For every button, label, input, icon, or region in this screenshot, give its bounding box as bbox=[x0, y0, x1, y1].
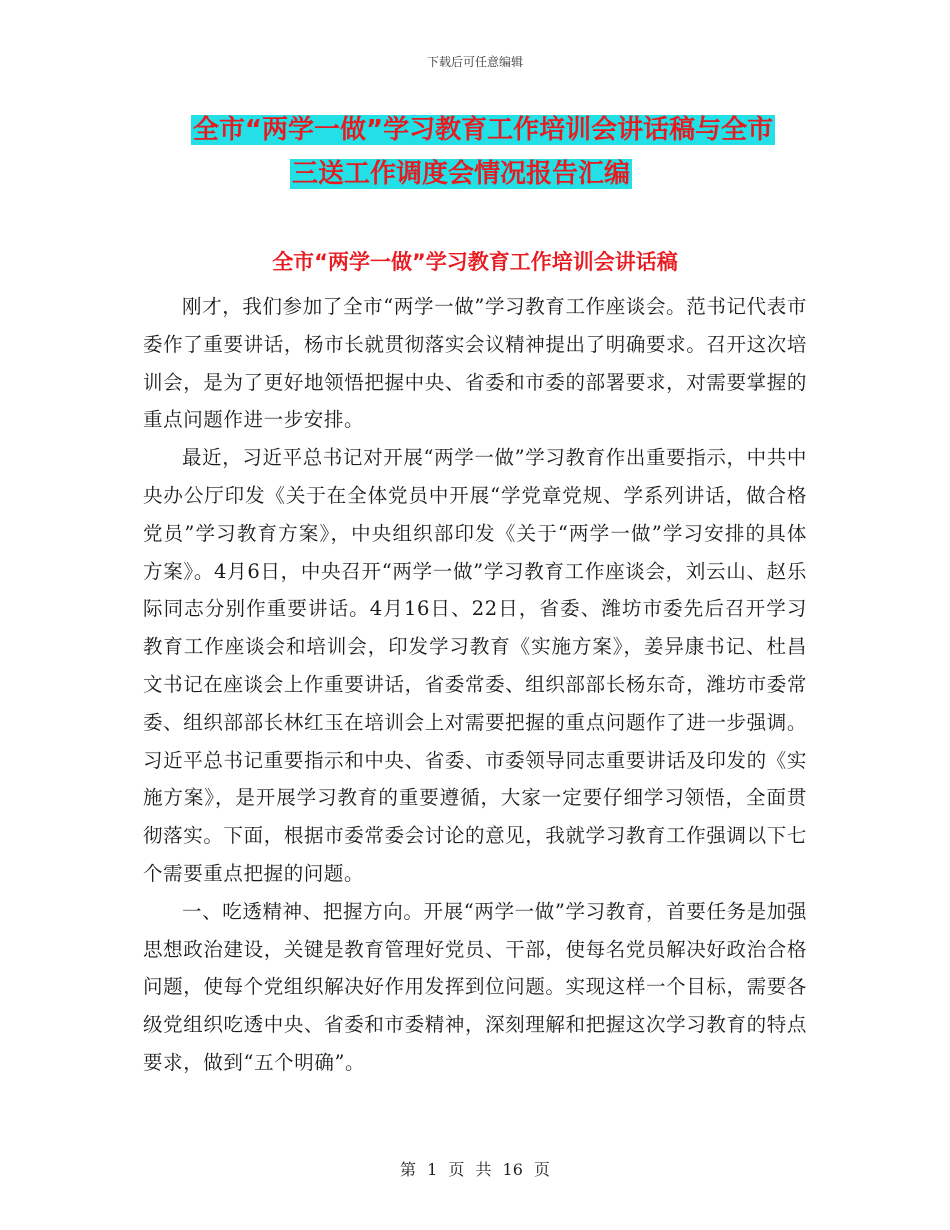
title-highlight-1: 全市“两学一做”学习教育工作培训会讲话稿与全市 bbox=[192, 115, 774, 145]
section-title: 全市“两学一做”学习教育工作培训会讲话稿 bbox=[272, 250, 678, 274]
page-footer: 第 1 页 共 16 页 bbox=[400, 1160, 550, 1179]
header-note: 下载后可任意编辑 bbox=[426, 55, 523, 69]
paragraph-2: 最近，习近平总书记对开展“两学一做”学习教育作出重要指示，中共中央办公厅印发《关于在全体党员中开展“学党章党规、学系列讲话，做合格党员”学习教育方案》，中央组织部印发《关于“两学一做”学习安排的具体方案》。4月6日，中央召开“两学一做”学习教育工作座谈会，刘云山、赵乐际同志分别作重要讲话。4月16日、22日，省委、潍坊市委先后召开学习教育工作座谈会和培训会，印发学习教育《实施方案》，姜异康书记、杜昌文书记在座谈会上作重要讲话，省委常委、组织部部长杨东奇，潍坊市委常委、组织部部长林红玉在培训会上对需要把握的重点问题作了进一步强调。习近平总书记重要指示和中央、省委、市委领导同志重要讲话及印发的《实施方案》，是开展学习教育的重要遵循，大家一定要仔细学习领悟，全面贯彻落实。下面，根据市委常委会讨论的意见，我就学习教育工作强调以下七个需要重点把握的问题。 bbox=[143, 446, 807, 885]
document-title-line-1 bbox=[8, 110, 950, 150]
document-title-line-2 bbox=[0, 154, 936, 194]
document-body bbox=[143, 288, 807, 1082]
title-highlight-2: 三送工作调度会情况报告汇编 bbox=[291, 159, 630, 189]
paragraph-3: 一、吃透精神、把握方向。开展“两学一做”学习教育，首要任务是加强思想政治建设，关键是教育管理好党员、干部，使每名党员解决好政治合格问题，使每个党组织解决好作用发挥到位问题。实现这样一个目标，需要各级党组织吃透中央、省委和市委精神，深刻理解和把握这次学习教育的特点要求，做到“五个明确”。 bbox=[143, 899, 807, 1074]
paragraph-1: 刚才，我们参加了全市“两学一做”学习教育工作座谈会。范书记代表市委作了重要讲话，杨市长就贯彻落实会议精神提出了明确要求。召开这次培训会，是为了更好地领悟把握中央、省委和市委的部署要求，对需要掌握的重点问题作进一步安排。 bbox=[143, 295, 807, 432]
